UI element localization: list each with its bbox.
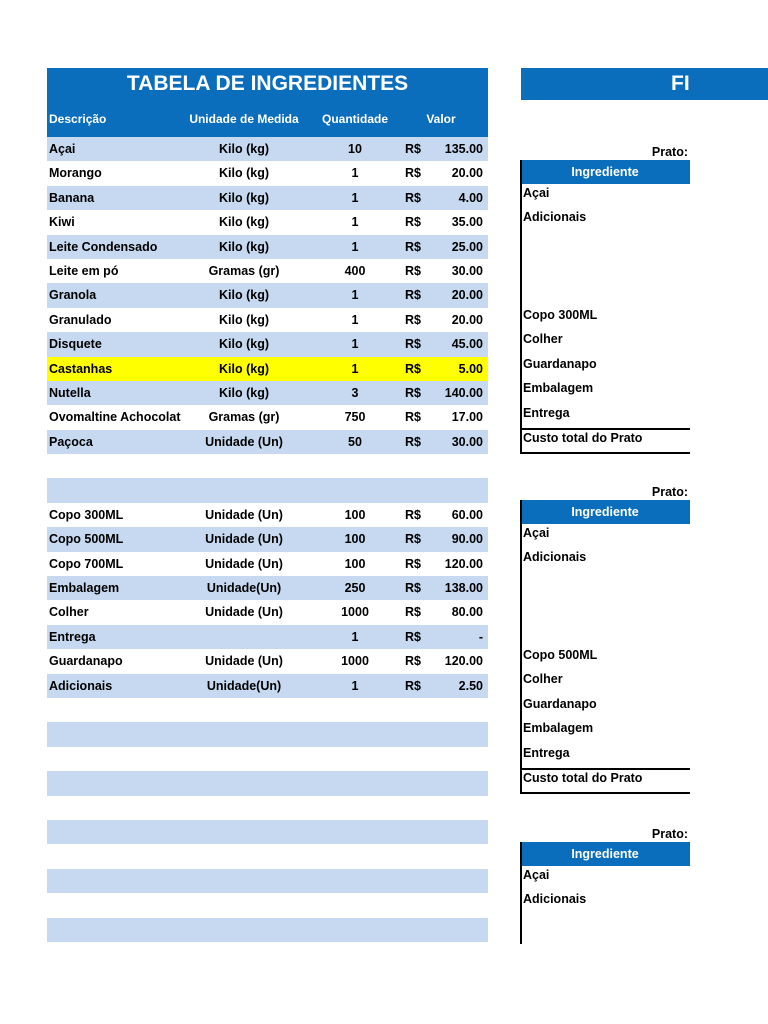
cell-currency[interactable]: R$ [405, 239, 421, 254]
table-row[interactable] [47, 210, 488, 234]
cell-value[interactable]: 20.00 [451, 166, 483, 181]
cell-unit[interactable]: Gramas (gr) [208, 410, 280, 425]
cell-currency[interactable]: R$ [405, 215, 421, 230]
cell-unit[interactable]: Kilo (kg) [219, 239, 269, 254]
cell-unit[interactable]: Kilo (kg) [219, 166, 269, 181]
cell-description[interactable]: Guardanapo [49, 654, 123, 669]
table-title: TABELA DE INGREDIENTES [47, 68, 488, 100]
cell-currency[interactable]: R$ [405, 166, 421, 181]
cell-currency[interactable]: R$ [405, 507, 421, 522]
total-cost-label: Custo total do Prato [523, 771, 643, 785]
cell-value[interactable]: 30.00 [451, 434, 483, 449]
table-row[interactable] [47, 625, 488, 649]
cell-quantity[interactable]: 1 [351, 239, 359, 254]
cell-currency[interactable]: R$ [405, 678, 421, 693]
cell-description[interactable]: Leite em pó [49, 263, 119, 278]
cell-value[interactable]: 5.00 [458, 361, 483, 376]
cell-currency[interactable]: R$ [405, 385, 421, 400]
cell-value[interactable]: 120.00 [444, 654, 483, 669]
table-body [47, 137, 488, 966]
cell-unit[interactable]: Unidade (Un) [205, 556, 283, 571]
cell-description[interactable]: Adicionais [49, 678, 113, 693]
table-row[interactable] [47, 527, 488, 551]
prato-label: Prato: [651, 827, 688, 841]
cell-value[interactable]: 135.00 [444, 142, 483, 156]
ficha-item[interactable]: Colher [523, 332, 563, 347]
ficha-title: FI [521, 68, 768, 100]
cell-quantity[interactable]: 10 [348, 142, 362, 156]
cell-description[interactable]: Copo 300ML [49, 507, 124, 522]
ingredient-header: Ingrediente [520, 842, 690, 866]
table-row[interactable] [47, 503, 488, 527]
header-quantity: Quantidade [321, 112, 388, 126]
cell-quantity[interactable]: 1000 [341, 654, 369, 669]
cell-unit[interactable]: Unidade(Un) [206, 678, 282, 693]
cell-unit[interactable]: Kilo (kg) [219, 361, 269, 376]
ingredient-header: Ingrediente [520, 160, 690, 184]
cell-currency[interactable]: R$ [405, 142, 421, 156]
cell-currency[interactable]: R$ [405, 629, 421, 644]
cell-value[interactable]: 138.00 [444, 581, 483, 596]
cell-quantity[interactable]: 400 [344, 263, 366, 278]
cell-quantity[interactable]: 1 [351, 166, 359, 181]
card-bottom-border [520, 792, 690, 794]
cell-currency[interactable]: R$ [405, 581, 421, 596]
ficha-item[interactable]: Copo 300ML [523, 308, 598, 322]
table-row[interactable] [47, 918, 488, 942]
card-left-border [520, 842, 522, 944]
cell-currency[interactable]: R$ [405, 434, 421, 449]
table-row[interactable] [47, 308, 488, 332]
table-row[interactable] [47, 820, 488, 844]
cell-currency[interactable]: R$ [405, 288, 421, 303]
table-row[interactable] [47, 649, 488, 673]
ficha-item[interactable]: Açai [523, 868, 550, 882]
ficha-item[interactable]: Adicionais [523, 892, 587, 907]
table-row[interactable] [47, 478, 488, 502]
cell-description[interactable]: Copo 500ML [49, 532, 124, 547]
card-left-border [520, 160, 522, 454]
ingredients-table [47, 68, 488, 966]
cell-unit[interactable]: Gramas (gr) [208, 263, 280, 278]
ficha-item[interactable]: Guardanapo [523, 356, 597, 371]
cell-value[interactable]: 45.00 [451, 337, 483, 352]
cell-value[interactable]: 4.00 [458, 190, 483, 205]
cell-unit[interactable]: Kilo (kg) [219, 190, 269, 205]
cell-currency[interactable]: R$ [405, 263, 421, 278]
cell-description[interactable]: Disquete [49, 337, 102, 352]
table-header-row [47, 100, 488, 137]
table-row[interactable] [47, 893, 488, 917]
cell-value[interactable]: 90.00 [451, 532, 483, 547]
cell-quantity[interactable]: 250 [344, 581, 366, 596]
table-row[interactable] [47, 259, 488, 283]
table-row[interactable] [47, 161, 488, 185]
cell-quantity[interactable]: 1 [351, 312, 359, 327]
cell-currency[interactable]: R$ [405, 654, 421, 669]
cell-description[interactable]: Ovomaltine Achocolat [49, 410, 181, 425]
cell-description[interactable]: Granulado [49, 312, 112, 327]
table-row[interactable] [47, 332, 488, 356]
ficha-item[interactable]: Embalagem [523, 721, 594, 736]
cell-currency[interactable]: R$ [405, 312, 421, 327]
cell-description[interactable]: Nutella [49, 385, 91, 400]
cell-unit[interactable]: Unidade (Un) [205, 654, 283, 669]
cell-description[interactable]: Açai [49, 142, 76, 156]
header-value: Valor [426, 112, 456, 126]
cell-currency[interactable]: R$ [405, 532, 421, 547]
table-row[interactable] [47, 235, 488, 259]
table-row[interactable] [47, 600, 488, 624]
cell-currency[interactable]: R$ [405, 410, 421, 425]
cell-quantity[interactable]: 1 [351, 215, 359, 230]
cell-quantity[interactable]: 1 [351, 190, 359, 205]
cell-quantity[interactable]: 1000 [341, 605, 369, 620]
prato-label: Prato: [651, 485, 688, 499]
ficha-item[interactable]: Colher [523, 672, 563, 687]
cell-unit[interactable]: Kilo (kg) [219, 142, 269, 156]
cell-value[interactable]: 60.00 [451, 507, 483, 522]
cell-value[interactable]: 30.00 [451, 263, 483, 278]
cell-currency[interactable]: R$ [405, 361, 421, 376]
cell-description[interactable]: Colher [49, 605, 89, 620]
cell-value[interactable]: - [478, 629, 483, 644]
cell-currency[interactable]: R$ [405, 337, 421, 352]
cell-unit[interactable]: Unidade (Un) [205, 507, 283, 522]
ficha-item[interactable]: Entrega [523, 405, 570, 420]
cell-unit[interactable]: Unidade (Un) [205, 605, 283, 620]
cell-description[interactable]: Granola [49, 288, 97, 303]
cell-currency[interactable]: R$ [405, 605, 421, 620]
table-row[interactable] [47, 137, 488, 161]
ficha-item[interactable]: Embalagem [523, 381, 594, 396]
card-bottom-border [520, 452, 690, 454]
table-row[interactable] [47, 674, 488, 698]
prato-label: Prato: [651, 145, 688, 159]
table-row[interactable] [47, 430, 488, 454]
cell-description[interactable]: Copo 700ML [49, 556, 124, 571]
cell-description[interactable]: Leite Condensado [49, 239, 158, 254]
cell-value[interactable]: 2.50 [458, 678, 483, 693]
ingredient-header: Ingrediente [520, 500, 690, 524]
ficha-item[interactable]: Entrega [523, 745, 570, 760]
table-row[interactable] [47, 722, 488, 746]
table-row[interactable] [47, 869, 488, 893]
cell-quantity[interactable]: 1 [351, 629, 359, 644]
cell-value[interactable]: 120.00 [444, 556, 483, 571]
cell-unit[interactable]: Kilo (kg) [219, 312, 269, 327]
cell-unit[interactable]: Kilo (kg) [219, 337, 269, 352]
cell-description[interactable]: Kiwi [49, 215, 75, 230]
table-row[interactable] [47, 454, 488, 478]
ficha-item[interactable]: Adicionais [523, 550, 587, 565]
cell-value[interactable]: 25.00 [451, 239, 483, 254]
cell-quantity[interactable]: 1 [351, 361, 359, 376]
table-row[interactable] [47, 698, 488, 722]
cell-quantity[interactable]: 100 [344, 507, 366, 522]
total-divider [520, 428, 690, 430]
card-left-border [520, 500, 522, 794]
cell-unit[interactable]: Unidade (Un) [205, 434, 283, 449]
table-row[interactable] [47, 186, 488, 210]
table-row[interactable] [47, 771, 488, 795]
table-row[interactable] [47, 796, 488, 820]
cell-value[interactable]: 140.00 [444, 385, 483, 400]
header-description: Descrição [49, 112, 107, 126]
table-row[interactable] [47, 576, 488, 600]
cell-quantity[interactable]: 750 [344, 410, 366, 425]
cell-value[interactable]: 20.00 [451, 312, 483, 327]
cell-currency[interactable]: R$ [405, 556, 421, 571]
table-row[interactable] [47, 844, 488, 868]
table-row[interactable] [47, 381, 488, 405]
cell-unit[interactable]: Unidade (Un) [205, 532, 283, 547]
table-row[interactable] [47, 405, 488, 429]
total-divider [520, 768, 690, 770]
cell-quantity[interactable]: 1 [351, 337, 359, 352]
cell-value[interactable]: 17.00 [451, 410, 483, 425]
cell-description[interactable]: Paçoca [49, 434, 93, 449]
cell-description[interactable]: Morango [49, 166, 102, 181]
ficha-item[interactable]: Açai [523, 186, 550, 200]
cell-value[interactable]: 80.00 [451, 605, 483, 620]
cell-value[interactable]: 20.00 [451, 288, 483, 303]
cell-quantity[interactable]: 1 [351, 678, 359, 693]
header-unit: Unidade de Medida [189, 112, 299, 126]
total-cost-label: Custo total do Prato [523, 431, 643, 445]
cell-quantity[interactable]: 1 [351, 288, 359, 303]
cell-value[interactable]: 35.00 [451, 215, 483, 230]
ficha-item[interactable]: Açai [523, 526, 550, 540]
cell-unit[interactable]: Kilo (kg) [219, 215, 269, 230]
cell-description[interactable]: Banana [49, 190, 95, 205]
ficha-item[interactable]: Guardanapo [523, 696, 597, 711]
cell-description[interactable]: Embalagem [49, 581, 120, 596]
cell-description[interactable]: Entrega [49, 629, 96, 644]
table-row[interactable] [47, 747, 488, 771]
cell-currency[interactable]: R$ [405, 190, 421, 205]
cell-quantity[interactable]: 100 [344, 532, 366, 547]
cell-quantity[interactable]: 50 [348, 434, 362, 449]
cell-unit[interactable]: Unidade(Un) [206, 581, 282, 596]
table-row[interactable] [47, 283, 488, 307]
ficha-item[interactable]: Copo 500ML [523, 648, 598, 662]
table-row[interactable] [47, 942, 488, 966]
ficha-item[interactable]: Adicionais [523, 210, 587, 225]
cell-quantity[interactable]: 100 [344, 556, 366, 571]
table-row[interactable] [47, 357, 488, 381]
cell-quantity[interactable]: 3 [351, 385, 359, 400]
table-row[interactable] [47, 552, 488, 576]
cell-description[interactable]: Castanhas [49, 361, 113, 376]
cell-unit[interactable]: Kilo (kg) [219, 288, 269, 303]
cell-unit[interactable]: Kilo (kg) [219, 385, 269, 400]
